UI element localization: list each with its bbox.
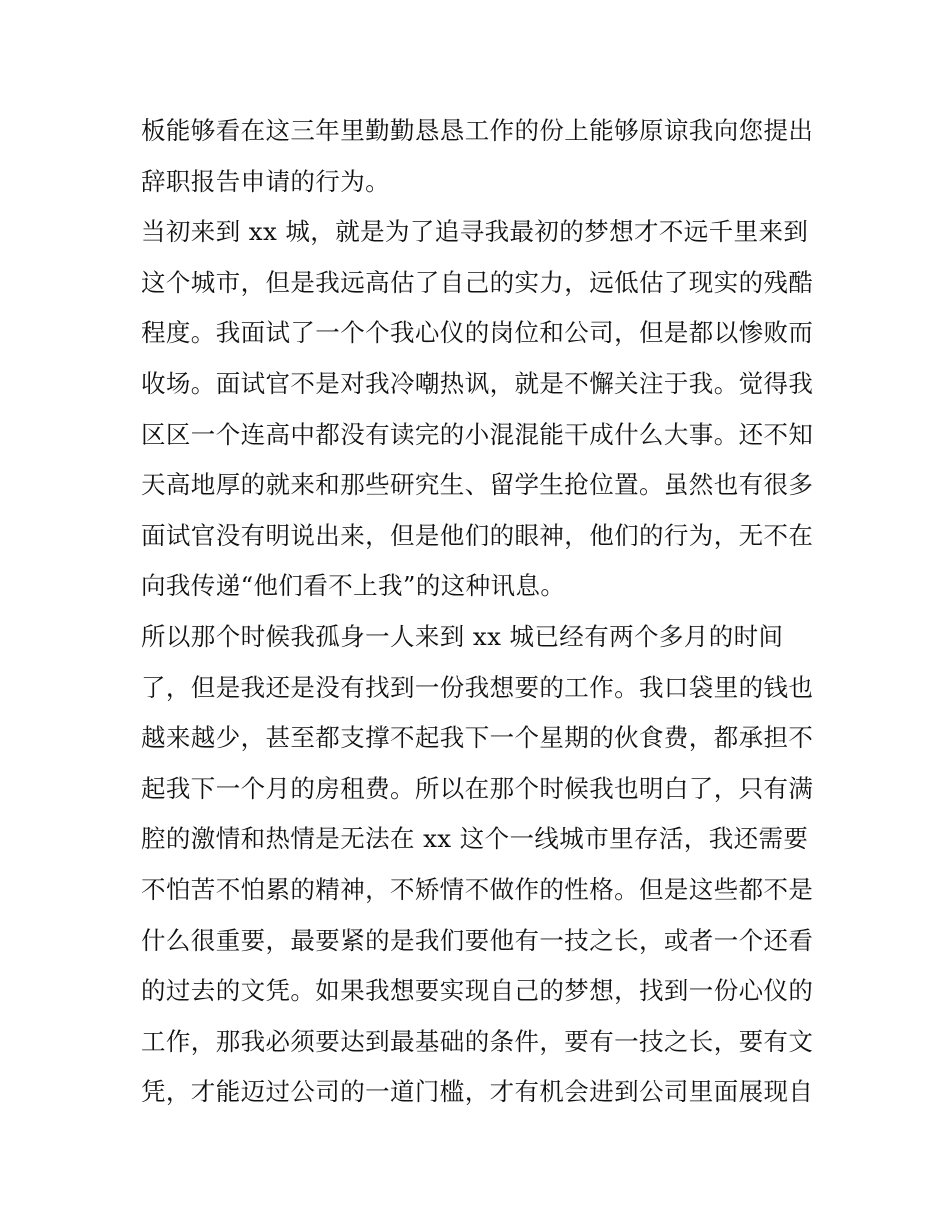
text-line: 向我传递“他们看不上我”的这种讯息。	[141, 571, 566, 601]
text-line: 面试官没有明说出来，但是他们的眼神，他们的行为，无不在	[141, 520, 814, 550]
text-line: 收场。面试官不是对我冷嘲热讽，就是不懈关注于我。觉得我	[141, 368, 814, 398]
text-line: 凭，才能迈过公司的一道门槛，才有机会进到公司里面展现自	[141, 1077, 814, 1107]
text-line: 腔的激情和热情是无法在 xx 这个一线城市里存活，我还需要	[141, 824, 809, 854]
text-line: 天高地厚的就来和那些研究生、留学生抢位置。虽然也有很多	[141, 470, 814, 500]
text-line: 当初来到 xx 城，就是为了追寻我最初的梦想才不远千里来到	[141, 217, 809, 247]
text-line: 程度。我面试了一个个我心仪的岗位和公司，但是都以惨败而	[141, 318, 814, 348]
text-line: 区区一个连高中都没有读完的小混混能干成什么大事。还不知	[141, 419, 814, 449]
text-line: 不怕苦不怕累的精神，不矫情不做作的性格。但是这些都不是	[141, 874, 814, 904]
text-line: 辞职报告申请的行为。	[141, 166, 390, 196]
text-line: 工作，那我必须要达到最基础的条件，要有一技之长，要有文	[141, 1026, 814, 1056]
text-line: 所以那个时候我孤身一人来到 xx 城已经有两个多月的时间	[141, 621, 784, 651]
text-line: 了，但是我还是没有找到一份我想要的工作。我口袋里的钱也	[141, 672, 814, 702]
text-line: 越来越少，甚至都支撑不起我下一个星期的伙食费，都承担不	[141, 723, 814, 753]
text-line: 这个城市，但是我远高估了自己的实力，远低估了现实的残酷	[141, 267, 814, 297]
text-line: 什么很重要，最要紧的是我们要他有一技之长，或者一个还看	[141, 925, 814, 955]
text-line: 的过去的文凭。如果我想要实现自己的梦想，找到一份心仪的	[141, 976, 814, 1006]
document-body	[141, 106, 821, 1118]
text-line: 起我下一个月的房租费。所以在那个时候我也明白了，只有满	[141, 773, 814, 803]
text-line: 板能够看在这三年里勤勤恳恳工作的份上能够原谅我向您提出	[141, 116, 814, 145]
